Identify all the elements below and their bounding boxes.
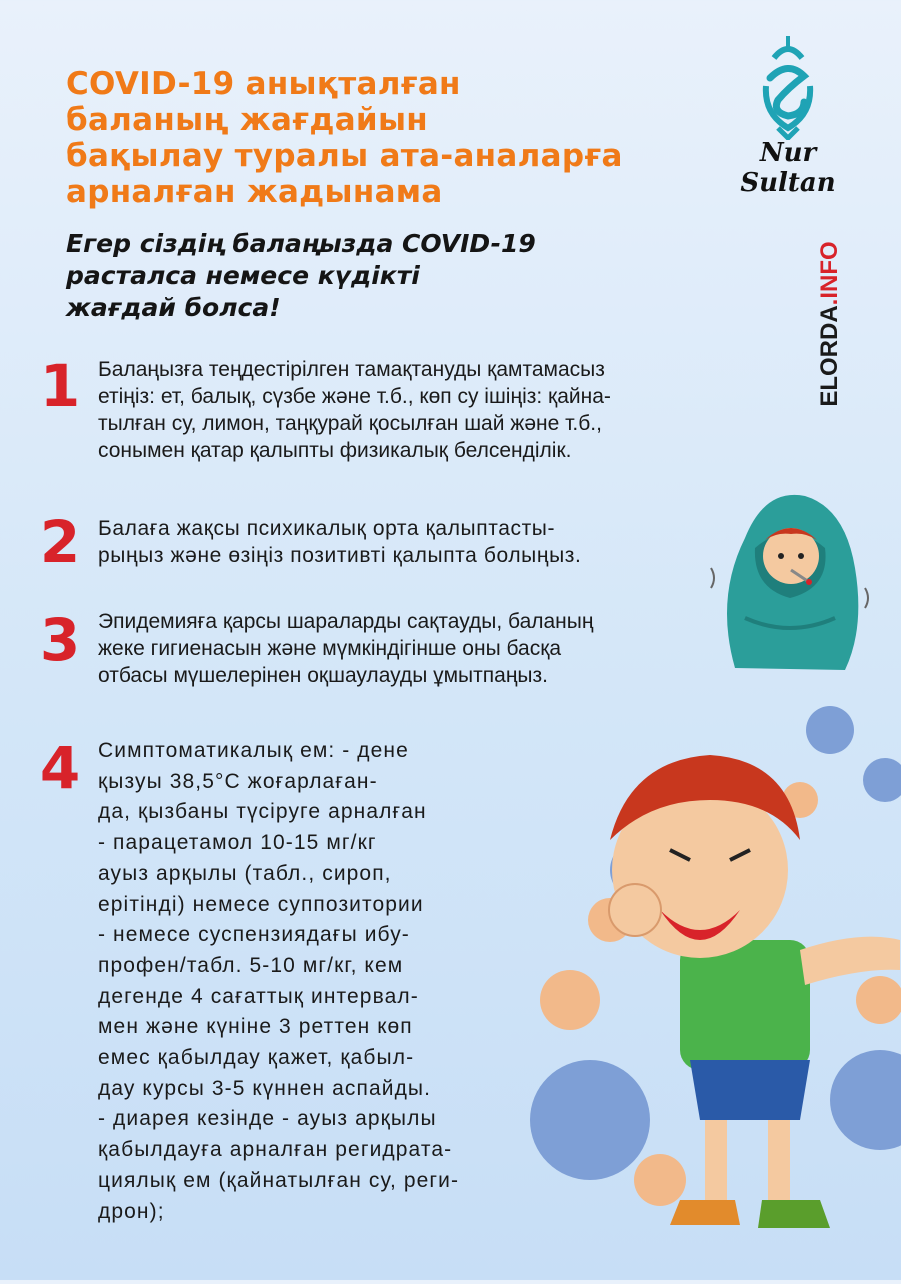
elorda-prefix: ELORDA [816,305,843,407]
nur-sultan-emblem-icon [708,30,868,140]
item-line: ерітінді) немесе суппозитории [98,892,424,916]
coughing-boy-illustration [500,700,901,1280]
item-line: - немесе суспензиядағы ибу- [98,923,410,947]
elorda-suffix: .INFO [816,241,843,306]
item-line: жеке гигиенасын және мүмкіндігінше оны басқа [98,637,562,660]
item-line: отбасы мүшелерінен оқшаулауды ұмытпаңыз. [98,664,548,687]
item-text [98,608,593,689]
item-line: профен/табл. 5-10 мг/кг, кем [98,953,404,977]
item-line: қабылдауға арналған регидрата- [98,1138,453,1162]
item-text [98,356,611,464]
item-line: дрон); [98,1199,165,1223]
item-line: - диарея кезінде - ауыз арқылы [98,1107,437,1131]
item-line: дегенде 4 сағаттық интервал- [98,984,419,1008]
item-line: сонымен қатар қалыпты физикалық белсенділік. [98,439,572,462]
logo-text: Nur Sultan [740,138,836,198]
subtitle-line: Егер сіздің балаңызда COVID-19 [66,229,536,258]
subtitle-line: жағдай болса! [66,293,281,322]
item-number: 4 [39,734,81,802]
item-line: циялық ем (қайнатылған су, реги- [98,1168,460,1192]
title-line: бақылау туралы ата-аналарға [66,138,623,174]
elorda-watermark [790,210,868,410]
item-number: 2 [39,508,81,576]
item-text [98,736,508,1227]
item-number: 3 [39,606,81,674]
sick-child-illustration [705,478,875,678]
item-line: Балаға жақсы психикалық орта қалыптасты- [98,517,556,540]
item-line: тылған су, лимон, таңқурай қосылған шай және т.б., [98,412,602,435]
title-line: COVID-19 анықталған [66,66,461,102]
item-line: мен және күніне 3 реттен көп [98,1015,413,1039]
page-subtitle [66,228,686,324]
item-text [98,515,581,569]
item-line: дау курсы 3-5 күннен аспайды. [98,1076,432,1100]
item-line: рыңыз және өзіңіз позитивті қалыпта болыңыз. [98,544,582,567]
item-line: Балаңызға теңдестірілген тамақтануды қамтамасыз [98,358,605,381]
item-line: ауыз арқылы (табл., сироп, [98,861,392,885]
item-line: да, қызбаны түсіруге арналған [98,800,427,824]
title-line: арналған жадынама [66,174,443,210]
item-line: Эпидемияға қарсы шараларды сақтауды, баланың [98,610,594,633]
item-line: - парацетамол 10-15 мг/кг [98,831,377,855]
item-line: емес қабылдау қажет, қабыл- [98,1046,415,1070]
item-line: Симптоматикалық ем: - дене [98,739,409,762]
title-line: баланың жағдайын [66,102,428,138]
page-title [66,66,706,210]
item-number: 1 [39,352,81,420]
nur-sultan-logo [708,30,868,198]
item-line: қызуы 38,5°С жоғарлаған- [98,769,378,793]
item-line: етіңіз: ет, балық, сүзбе және т.б., көп су ішіңіз: қайна- [98,385,611,408]
subtitle-line: расталса немесе күдікті [66,261,420,290]
